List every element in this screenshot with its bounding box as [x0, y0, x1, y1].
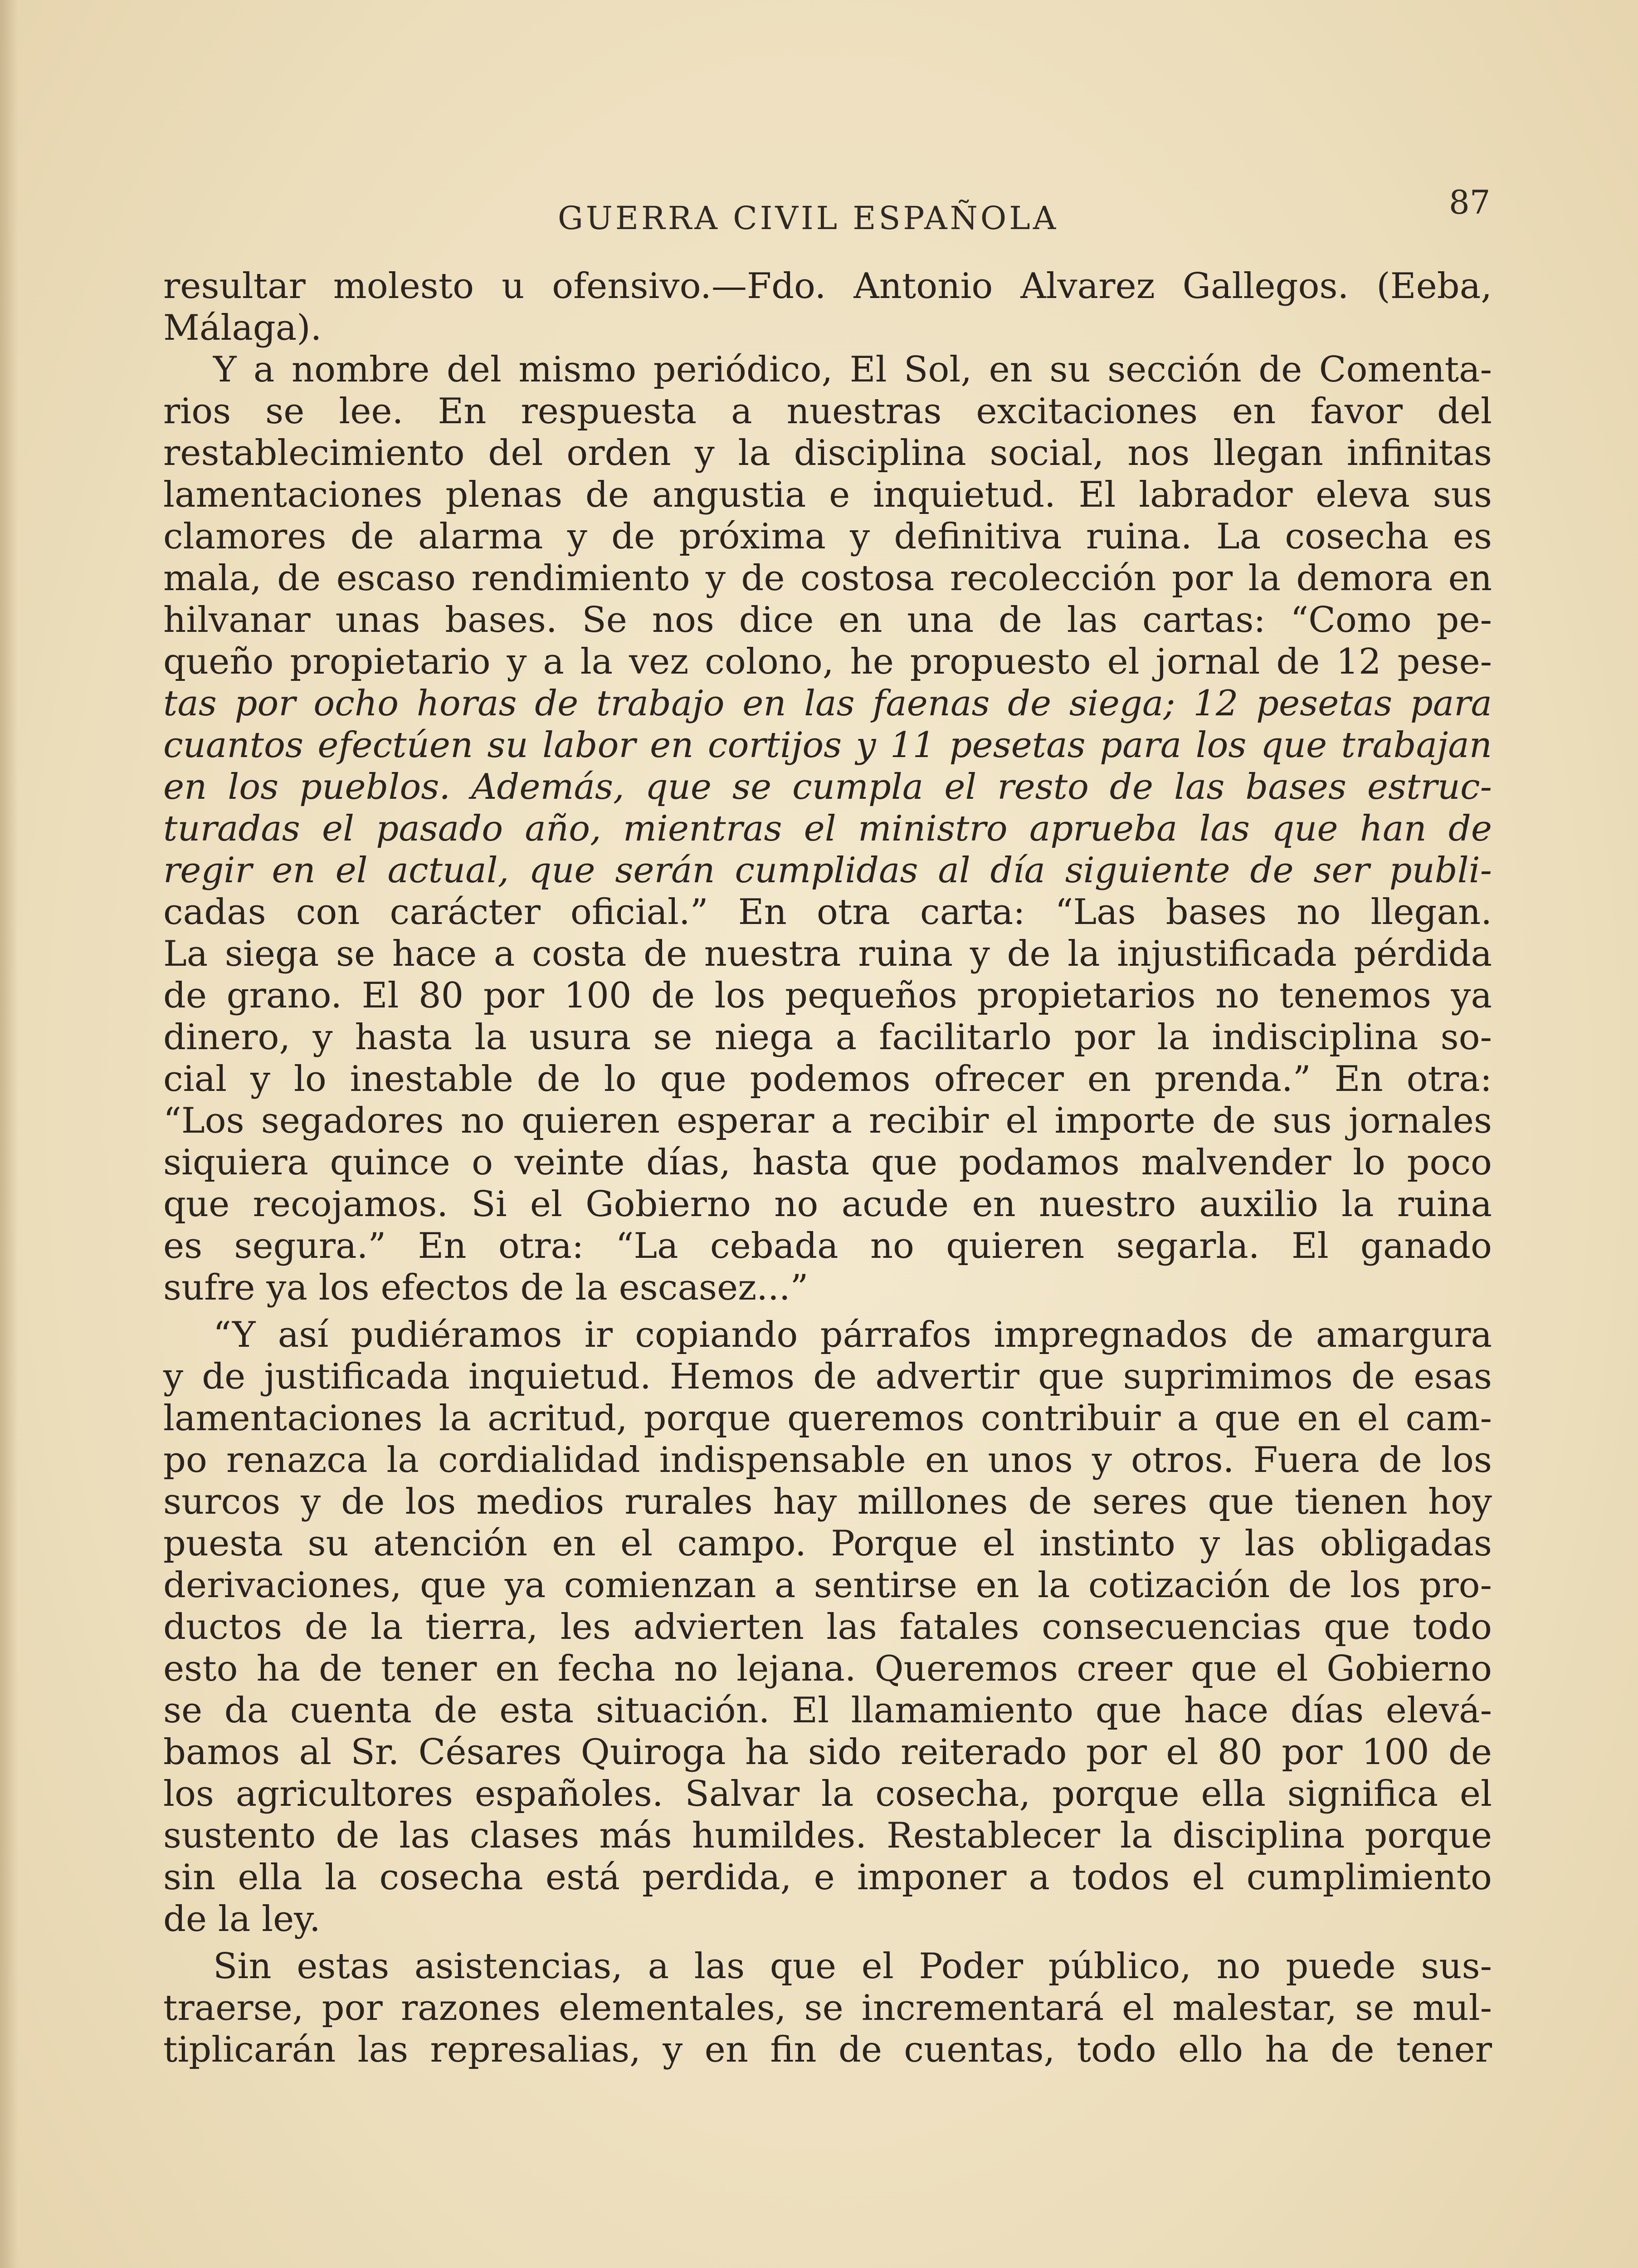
text-line: Málaga). — [163, 308, 322, 348]
page-number: 87 — [1449, 183, 1491, 221]
text-line: lamentaciones plenas de angustia e inquietud. El labrador eleva sus — [163, 474, 1492, 515]
text-line: sustento de las clases más humildes. Restablecer la disciplina porque — [163, 1815, 1492, 1856]
text-line: resultar molesto u ofensivo.—Fdo. Antonio Alvarez Gallegos. (Eeba, — [163, 266, 1492, 307]
text-line: los agricultores españoles. Salvar la cosecha, porque ella significa el — [163, 1774, 1492, 1814]
text-line: restablecimiento del orden y la disciplina social, nos llegan infinitas — [163, 433, 1492, 474]
text-line: queño propietario y a la vez colono, he propuesto el jornal de 12 pese- — [163, 641, 1492, 682]
text-line: es segura.” En otra: “La cebada no quieren segarla. El ganado — [163, 1226, 1492, 1266]
text-line: que recojamos. Si el Gobierno no acude en nuestro auxilio la ruina — [163, 1184, 1492, 1225]
text-line: La siega se hace a costa de nuestra ruina y de la injustificada pérdida — [163, 934, 1492, 974]
text-line: de grano. El 80 por 100 de los pequeños propietarios no tenemos ya — [163, 975, 1492, 1016]
text-line: “Los segadores no quieren esperar a recibir el importe de sus jornales — [163, 1100, 1492, 1141]
text-line: puesta su atención en el campo. Porque el instinto y las obligadas — [163, 1523, 1492, 1564]
text-line: siquiera quince o veinte días, hasta que podamos malvender lo poco — [163, 1142, 1492, 1183]
text-line: cadas con carácter oficial.” En otra carta: “Las bases no llegan. — [163, 892, 1492, 933]
body-text — [163, 265, 1492, 2071]
running-head: GUERRA CIVIL ESPAÑOLA — [558, 200, 1059, 237]
text-line: regir en el actual, que serán cumplidas al día siguiente de ser publi- — [163, 850, 1492, 891]
text-line: Sin estas asistencias, a las que el Poder público, no puede sus- — [213, 1946, 1492, 1987]
text-line: cuantos efectúen su labor en cortijos y 11 pesetas para los que trabajan — [163, 725, 1492, 766]
text-line: turadas el pasado año, mientras el ministro aprueba las que han de — [163, 808, 1492, 849]
text-line: sin ella la cosecha está perdida, e imponer a todos el cumplimiento — [163, 1857, 1492, 1898]
text-line: se da cuenta de esta situación. El llamamiento que hace días elevá- — [163, 1690, 1492, 1731]
text-line: bamos al Sr. Césares Quiroga ha sido reiterado por el 80 por 100 de — [163, 1732, 1492, 1773]
text-line: rios se lee. En respuesta a nuestras excitaciones en favor del — [163, 391, 1492, 432]
text-line: surcos y de los medios rurales hay millones de seres que tienen hoy — [163, 1481, 1492, 1522]
text-line: de la ley. — [163, 1899, 321, 1940]
text-line: Y a nombre del mismo periódico, El Sol, en su sección de Comenta- — [213, 349, 1492, 390]
text-line: cial y lo inestable de lo que podemos ofrecer en prenda.” En otra: — [163, 1059, 1492, 1100]
text-line: hilvanar unas bases. Se nos dice en una de las cartas: “Como pe- — [163, 600, 1492, 640]
text-line: tiplicarán las represalias, y en fin de cuentas, todo ello ha de tener — [163, 2029, 1492, 2070]
text-line: derivaciones, que ya comienzan a sentirse en la cotización de los pro- — [163, 1565, 1492, 1606]
text-line: esto ha de tener en fecha no lejana. Queremos creer que el Gobierno — [163, 1648, 1492, 1689]
text-line: ductos de la tierra, les advierten las fatales consecuencias que todo — [163, 1607, 1492, 1647]
text-line: clamores de alarma y de próxima y definitiva ruina. La cosecha es — [163, 516, 1492, 557]
text-line: y de justificada inquietud. Hemos de advertir que suprimimos de esas — [163, 1356, 1492, 1397]
text-line: lamentaciones la acritud, porque queremos contribuir a que en el cam- — [163, 1398, 1492, 1439]
text-line: “Y así pudiéramos ir copiando párrafos impregnados de amargura — [213, 1315, 1492, 1355]
text-line: dinero, y hasta la usura se niega a facilitarlo por la indisciplina so- — [163, 1017, 1492, 1058]
text-line: sufre ya los efectos de la escasez...” — [163, 1267, 809, 1308]
text-line: tas por ocho horas de trabajo en las faenas de siega; 12 pesetas para — [163, 683, 1492, 724]
text-line: po renazca la cordialidad indispensable en unos y otros. Fuera de los — [163, 1440, 1492, 1481]
text-line: mala, de escaso rendimiento y de costosa recolección por la demora en — [163, 558, 1492, 599]
text-line: traerse, por razones elementales, se incrementará el malestar, se mul- — [163, 1988, 1492, 2028]
text-line: en los pueblos. Además, que se cumpla el resto de las bases estruc- — [163, 767, 1492, 807]
